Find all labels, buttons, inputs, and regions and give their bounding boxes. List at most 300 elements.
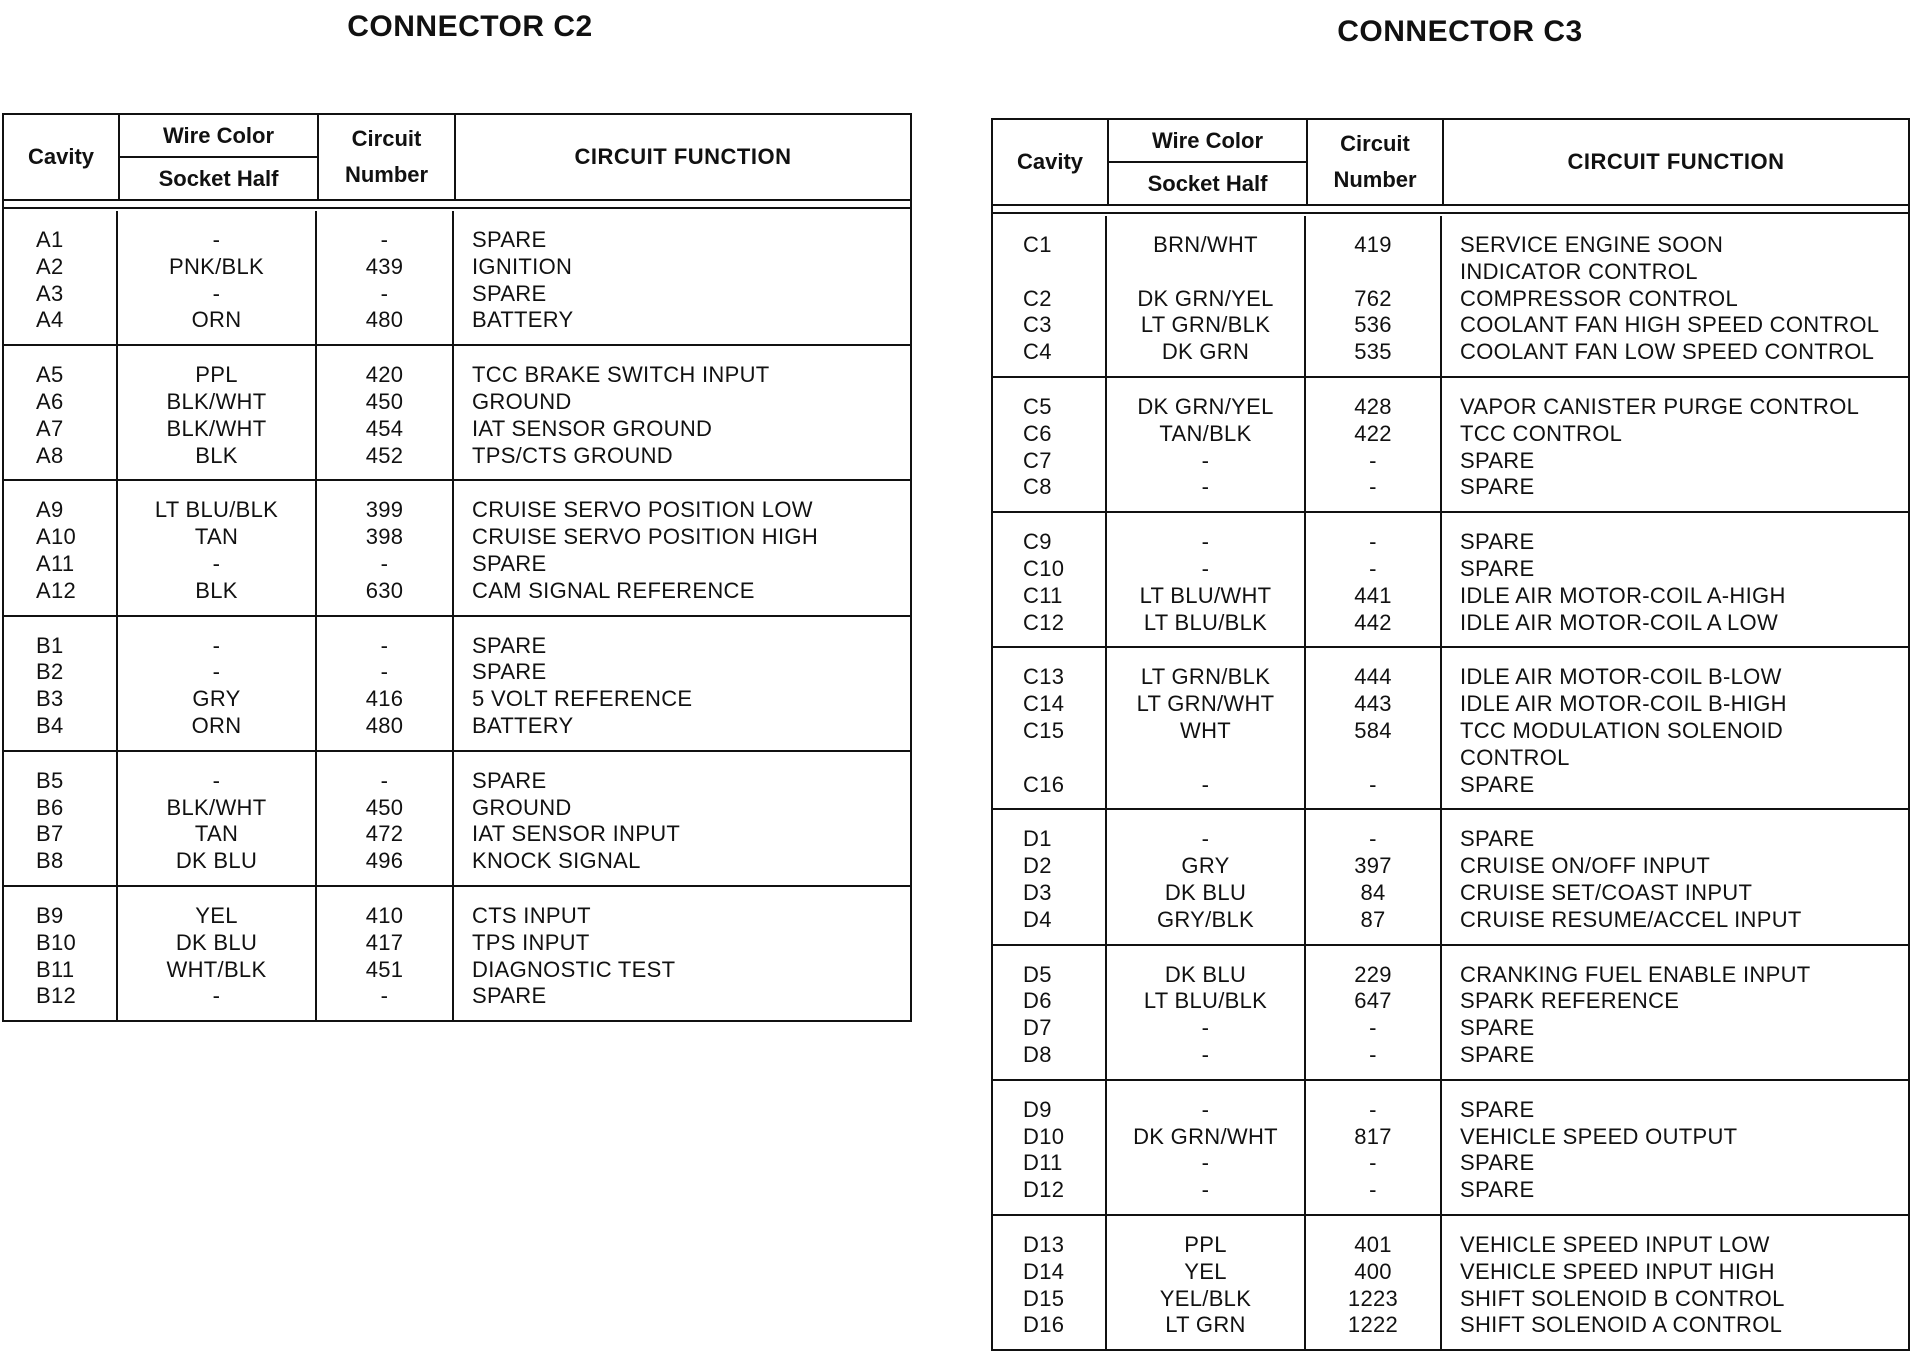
circuit-function-cell: BATTERY — [472, 712, 574, 738]
circuit-function-cell: CAM SIGNAL REFERENCE — [472, 577, 755, 603]
circuit-function-cell: CRANKING FUEL ENABLE INPUT — [1460, 961, 1811, 987]
wire-color-label: Wire Color — [1109, 120, 1306, 163]
circuit-number-header — [319, 115, 456, 199]
wire-color-cell: WHT — [1180, 717, 1231, 743]
row-group — [993, 513, 1908, 648]
socket-half-label: Socket Half — [1147, 170, 1268, 196]
circuit-function-cell: SPARE — [472, 983, 547, 1009]
cavity-cell: A8 — [36, 442, 64, 468]
cavity-cell: D6 — [1023, 988, 1052, 1014]
wire-color-cell: LT GRN/BLK — [1140, 664, 1271, 690]
cavity-cell: D2 — [1023, 853, 1052, 879]
circuit-number-cell: 647 — [1354, 988, 1392, 1014]
circuit-function-cell: COMPRESSOR CONTROL — [1460, 285, 1738, 311]
circuit-number-cell: 443 — [1354, 691, 1392, 717]
circuit-function-cell: IDLE AIR MOTOR-COIL B-LOW — [1460, 664, 1782, 690]
circuit-function-column — [1442, 216, 1908, 376]
cavity-column — [4, 346, 118, 479]
wire-color-cell: LT BLU/BLK — [1143, 988, 1268, 1014]
wire-color-column — [1107, 216, 1306, 376]
wire-color-column — [118, 887, 317, 1020]
row-group — [993, 216, 1908, 378]
circuit-function-cell: SPARE — [472, 227, 547, 252]
circuit-function-cell: SPARE — [472, 280, 547, 306]
wire-color-header — [1109, 120, 1308, 204]
circuit-number-cell: 535 — [1354, 339, 1392, 365]
circuit-number-cell: 422 — [1354, 420, 1392, 446]
cavity-cell: D9 — [1023, 1096, 1052, 1122]
circuit-number-cell: 472 — [365, 821, 404, 847]
row-group — [4, 752, 910, 887]
cavity-cell: B8 — [36, 848, 64, 874]
wire-color-column — [118, 617, 317, 750]
circuit-number-column — [317, 481, 454, 614]
circuit-function-cell: SPARE — [1460, 447, 1535, 473]
row-group — [4, 211, 910, 346]
wire-color-cell: DK BLU — [175, 848, 258, 874]
row-group — [993, 1216, 1908, 1349]
cavity-cell — [1023, 745, 1105, 772]
circuit-number-cell: 451 — [365, 956, 404, 982]
table-body — [993, 216, 1908, 1349]
cavity-cell: D5 — [1023, 961, 1052, 987]
wire-color-column — [1107, 1081, 1306, 1214]
circuit-number-cell: 496 — [365, 848, 404, 874]
wire-color-cell: BRN/WHT — [1153, 232, 1258, 257]
row-group — [993, 378, 1908, 513]
circuit-function-cell: CRUISE RESUME/ACCEL INPUT — [1460, 906, 1802, 932]
cavity-column — [4, 752, 118, 885]
wire-color-cell: GRY — [1181, 853, 1230, 879]
circuit-function-cell: DIAGNOSTIC TEST — [472, 956, 676, 982]
circuit-function-column — [454, 752, 910, 885]
circuit-number-cell: 450 — [365, 388, 404, 414]
wire-color-column — [118, 481, 317, 614]
wire-color-cell: - — [1201, 447, 1210, 473]
row-group — [4, 346, 910, 481]
circuit-function-cell: COOLANT FAN LOW SPEED CONTROL — [1460, 339, 1875, 365]
wire-color-column — [1107, 648, 1306, 808]
circuit-function-cell: SPARE — [1460, 529, 1535, 555]
cavity-cell: A9 — [36, 497, 64, 523]
row-group — [4, 887, 910, 1020]
cavity-column — [993, 946, 1107, 1079]
wire-color-cell: PPL — [195, 362, 238, 388]
circuit-number-cell: 410 — [365, 902, 404, 928]
circuit-number-cell: 480 — [365, 307, 404, 333]
wire-color-column — [1107, 810, 1306, 943]
number-label: Number — [344, 162, 429, 187]
wire-color-cell: BLK — [195, 577, 238, 603]
circuit-number-cell: 399 — [365, 497, 404, 523]
wire-color-cell: - — [1201, 1096, 1210, 1122]
circuit-number-cell: 454 — [365, 415, 404, 441]
circuit-function-column — [1442, 648, 1908, 808]
wire-color-cell: - — [212, 550, 221, 576]
circuit-number-cell: 401 — [1354, 1231, 1392, 1257]
circuit-function-cell: INDICATOR CONTROL — [1460, 258, 1698, 284]
wire-color-cell: BLK/WHT — [166, 415, 267, 441]
cavity-column — [993, 1216, 1107, 1349]
circuit-number-cell: 398 — [365, 524, 404, 550]
table-header — [993, 120, 1908, 206]
cavity-cell: A2 — [36, 253, 64, 279]
wire-color-cell — [1107, 259, 1304, 286]
wire-color-cell: - — [212, 659, 221, 685]
circuit-number-cell: - — [1369, 1177, 1377, 1203]
circuit-number-cell: 444 — [1354, 664, 1392, 690]
circuit-function-cell: SPARK REFERENCE — [1460, 988, 1680, 1014]
wire-color-cell: PPL — [1184, 1231, 1227, 1257]
circuit-number-cell: 762 — [1354, 285, 1392, 311]
number-label: Number — [1333, 167, 1417, 192]
circuit-function-cell: SPARE — [1460, 555, 1535, 581]
circuit-function-cell: SPARE — [1460, 1041, 1535, 1067]
circuit-number-cell: 84 — [1360, 879, 1386, 905]
circuit-number-cell: - — [1369, 529, 1377, 555]
circuit-number-column — [1306, 810, 1442, 943]
wire-color-cell: BLK/WHT — [166, 794, 267, 820]
wire-color-cell: - — [212, 632, 221, 658]
circuit-number-column — [317, 211, 454, 344]
circuit-function-column — [1442, 378, 1908, 511]
wire-color-cell: - — [1201, 1041, 1210, 1067]
circuit-number-cell: 397 — [1354, 853, 1392, 879]
connector-c2-table — [2, 113, 912, 1022]
row-group — [993, 1081, 1908, 1216]
wire-color-cell: DK GRN — [1161, 339, 1250, 365]
wire-color-cell: ORN — [191, 307, 242, 333]
cavity-column — [993, 216, 1107, 376]
cavity-cell: C4 — [1023, 339, 1052, 365]
cavity-cell: D16 — [1023, 1312, 1065, 1338]
circuit-number-cell: - — [1369, 771, 1377, 797]
circuit-function-cell: KNOCK SIGNAL — [472, 848, 641, 874]
wire-color-cell: - — [1201, 826, 1210, 852]
cavity-cell: B7 — [36, 821, 64, 847]
wire-color-cell: TAN/BLK — [1159, 420, 1252, 446]
circuit-number-cell: 452 — [365, 442, 404, 468]
circuit-function-column — [454, 887, 910, 1020]
circuit-function-cell: TCC MODULATION SOLENOID — [1460, 717, 1784, 743]
wire-color-column — [1107, 378, 1306, 511]
cavity-cell: D11 — [1023, 1150, 1063, 1176]
cavity-cell: C1 — [1023, 232, 1052, 257]
wire-color-cell: - — [1201, 771, 1210, 797]
circuit-number-cell: 229 — [1354, 961, 1392, 987]
wire-color-cell: - — [212, 227, 221, 252]
connector-c3-title: CONNECTOR C3 — [1337, 15, 1583, 48]
circuit-number-column — [317, 752, 454, 885]
circuit-function-cell: SERVICE ENGINE SOON — [1460, 232, 1724, 257]
cavity-header: Cavity — [4, 115, 120, 199]
circuit-number-cell: 417 — [365, 929, 404, 955]
circuit-number-cell: - — [1369, 555, 1377, 581]
wire-color-cell: BLK — [195, 442, 238, 468]
circuit-function-cell: SHIFT SOLENOID A CONTROL — [1460, 1312, 1783, 1338]
circuit-number-cell: 480 — [365, 712, 404, 738]
wire-color-cell: - — [1201, 1177, 1210, 1203]
wire-color-cell: - — [1201, 555, 1210, 581]
wire-color-cell: LT GRN/WHT — [1136, 691, 1275, 717]
circuit-number-cell: 419 — [1354, 232, 1392, 257]
circuit-function-cell: SPARE — [1460, 826, 1535, 852]
cavity-cell: A11 — [36, 550, 75, 576]
cavity-cell: A4 — [36, 307, 64, 333]
circuit-function-cell: TCC BRAKE SWITCH INPUT — [472, 362, 770, 388]
cavity-cell: C15 — [1023, 717, 1065, 743]
circuit-function-cell: VEHICLE SPEED INPUT HIGH — [1460, 1258, 1775, 1284]
circuit-number-cell: - — [380, 632, 389, 658]
cavity-cell: D7 — [1023, 1015, 1052, 1041]
cavity-column — [993, 1081, 1107, 1214]
cavity-cell: D8 — [1023, 1041, 1052, 1067]
wire-color-cell: - — [1201, 1015, 1210, 1041]
cavity-cell: D14 — [1023, 1258, 1065, 1284]
wire-color-cell: GRY — [192, 686, 241, 712]
wire-color-cell: - — [212, 280, 221, 306]
circuit-number-column — [1306, 1216, 1442, 1349]
circuit-function-cell: SPARE — [1460, 1150, 1535, 1176]
wire-color-cell: WHT/BLK — [166, 956, 267, 982]
cavity-cell: C14 — [1023, 691, 1065, 717]
circuit-function-cell: TPS/CTS GROUND — [472, 442, 673, 468]
circuit-number-cell: - — [380, 227, 389, 252]
circuit-number-cell: 441 — [1354, 582, 1392, 608]
wire-color-label: Wire Color — [120, 115, 317, 158]
cavity-cell: B10 — [36, 929, 77, 955]
wire-color-cell: GRY/BLK — [1156, 906, 1255, 932]
circuit-number-column — [317, 346, 454, 479]
circuit-function-cell: VEHICLE SPEED OUTPUT — [1460, 1123, 1738, 1149]
wire-color-cell: TAN — [194, 821, 239, 847]
cavity-cell — [1023, 259, 1105, 286]
wire-color-cell: DK BLU — [1164, 879, 1247, 905]
circuit-function-cell: CRUISE ON/OFF INPUT — [1460, 853, 1711, 879]
circuit-function-cell: IDLE AIR MOTOR-COIL B-HIGH — [1460, 691, 1787, 717]
circuit-function-cell: IDLE AIR MOTOR-COIL A-HIGH — [1460, 582, 1786, 608]
cavity-cell: C3 — [1023, 312, 1052, 338]
cavity-cell: C11 — [1023, 582, 1063, 608]
circuit-number-cell: 439 — [365, 253, 404, 279]
row-group — [993, 648, 1908, 810]
cavity-cell: A10 — [36, 524, 77, 550]
cavity-cell: B4 — [36, 712, 64, 738]
circuit-function-cell: SPARE — [1460, 1096, 1535, 1122]
circuit-number-column — [1306, 1081, 1442, 1214]
wire-color-cell: PNK/BLK — [168, 253, 265, 279]
cavity-cell: C8 — [1023, 474, 1052, 500]
cavity-cell: A3 — [36, 280, 64, 306]
circuit-function-cell: CRUISE SERVO POSITION HIGH — [472, 524, 819, 550]
wire-color-cell: ORN — [191, 712, 242, 738]
wire-color-cell: DK GRN/YEL — [1137, 393, 1274, 419]
cavity-column — [4, 481, 118, 614]
circuit-number-cell: 442 — [1354, 609, 1392, 635]
circuit-function-cell: IAT SENSOR INPUT — [472, 821, 681, 847]
cavity-column — [4, 211, 118, 344]
circuit-label: Circuit — [1340, 131, 1410, 156]
circuit-number-cell: 584 — [1354, 717, 1392, 743]
circuit-function-cell: TPS INPUT — [472, 929, 590, 955]
circuit-function-column — [1442, 810, 1908, 943]
cavity-column — [993, 810, 1107, 943]
circuit-function-cell: TCC CONTROL — [1460, 420, 1623, 446]
circuit-number-cell: 1223 — [1347, 1285, 1399, 1311]
circuit-number-cell: - — [1369, 447, 1377, 473]
circuit-number-cell: - — [380, 767, 389, 793]
circuit-function-column — [454, 346, 910, 479]
cavity-cell: D15 — [1023, 1285, 1065, 1311]
cavity-cell: D3 — [1023, 879, 1052, 905]
cavity-cell: C9 — [1023, 529, 1052, 555]
circuit-function-column — [454, 481, 910, 614]
circuit-number-cell: 630 — [365, 577, 404, 603]
circuit-number-cell — [1306, 745, 1440, 772]
wire-color-cell: LT BLU/BLK — [1143, 609, 1268, 635]
wire-color-cell: - — [212, 767, 221, 793]
cavity-cell: B2 — [36, 659, 64, 685]
circuit-number-cell: - — [1369, 474, 1377, 500]
cavity-cell: B6 — [36, 794, 64, 820]
circuit-function-cell: IDLE AIR MOTOR-COIL A LOW — [1460, 609, 1779, 635]
circuit-function-cell: VAPOR CANISTER PURGE CONTROL — [1460, 393, 1860, 419]
cavity-cell: D10 — [1023, 1123, 1065, 1149]
circuit-function-cell: SPARE — [1460, 474, 1535, 500]
wire-color-cell: - — [212, 983, 221, 1009]
cavity-cell: D13 — [1023, 1231, 1065, 1257]
circuit-function-cell: SPARE — [1460, 1015, 1535, 1041]
socket-half-label: Socket Half — [158, 165, 279, 191]
circuit-number-cell: 536 — [1354, 312, 1392, 338]
cavity-cell: D1 — [1023, 826, 1052, 852]
circuit-function-cell: CRUISE SERVO POSITION LOW — [472, 497, 813, 523]
wire-color-cell: BLK/WHT — [166, 388, 267, 414]
circuit-number-cell: - — [1369, 1096, 1377, 1122]
cavity-cell: A12 — [36, 577, 77, 603]
circuit-number-cell: 416 — [365, 686, 404, 712]
circuit-function-cell: VEHICLE SPEED INPUT LOW — [1460, 1231, 1770, 1257]
circuit-function-header: CIRCUIT FUNCTION — [1567, 149, 1785, 174]
wire-color-cell: TAN — [194, 524, 239, 550]
wire-color-cell: DK GRN/WHT — [1133, 1123, 1278, 1149]
circuit-number-cell: 400 — [1354, 1258, 1392, 1284]
table-body — [4, 211, 910, 1020]
circuit-function-column — [1442, 946, 1908, 1079]
wire-color-column — [1107, 513, 1306, 646]
circuit-function-column — [1442, 1216, 1908, 1349]
circuit-function-cell: 5 VOLT REFERENCE — [472, 686, 693, 712]
circuit-number-cell: 87 — [1360, 906, 1386, 932]
cavity-cell: A5 — [36, 362, 64, 388]
circuit-number-column — [1306, 378, 1442, 511]
cavity-cell: C10 — [1023, 555, 1065, 581]
cavity-cell: B3 — [36, 686, 64, 712]
cavity-column — [4, 617, 118, 750]
circuit-number-cell: - — [380, 280, 389, 306]
circuit-function-cell: SPARE — [472, 550, 547, 576]
wire-color-cell: - — [1201, 1150, 1210, 1176]
circuit-function-cell: SPARE — [472, 659, 547, 685]
circuit-function-cell: SPARE — [1460, 771, 1535, 797]
circuit-function-column — [1442, 1081, 1908, 1214]
cavity-column — [993, 648, 1107, 808]
circuit-number-cell: - — [1369, 1150, 1377, 1176]
cavity-cell: B1 — [36, 632, 64, 658]
cavity-cell: C16 — [1023, 771, 1065, 797]
connector-c3-table — [991, 118, 1910, 1351]
cavity-cell: B12 — [36, 983, 77, 1009]
wire-color-column — [118, 752, 317, 885]
wire-color-cell: YEL — [1184, 1258, 1227, 1284]
circuit-function-cell: GROUND — [472, 388, 572, 414]
wire-color-column — [1107, 1216, 1306, 1349]
cavity-cell: B5 — [36, 767, 64, 793]
cavity-cell: C13 — [1023, 664, 1065, 690]
circuit-function-cell: BATTERY — [472, 307, 574, 333]
wire-color-column — [118, 211, 317, 344]
wire-color-cell: LT GRN — [1165, 1312, 1246, 1338]
circuit-number-cell — [1306, 259, 1440, 286]
circuit-function-cell: IGNITION — [472, 253, 573, 279]
wire-color-cell: - — [1201, 474, 1210, 500]
circuit-number-cell: - — [1369, 826, 1377, 852]
circuit-function-column — [1442, 513, 1908, 646]
wire-color-cell — [1107, 745, 1304, 772]
circuit-number-cell: - — [1369, 1041, 1377, 1067]
circuit-function-cell: CTS INPUT — [472, 902, 591, 928]
circuit-number-cell: 420 — [365, 362, 404, 388]
circuit-number-cell: 428 — [1354, 393, 1392, 419]
circuit-number-cell: - — [380, 550, 389, 576]
circuit-number-cell: 1222 — [1347, 1312, 1399, 1338]
cavity-cell: A1 — [36, 227, 64, 252]
circuit-function-cell: SPARE — [472, 767, 547, 793]
circuit-function-cell: SHIFT SOLENOID B CONTROL — [1460, 1285, 1785, 1311]
wire-color-cell: DK BLU — [175, 929, 258, 955]
cavity-column — [993, 513, 1107, 646]
circuit-function-column — [454, 617, 910, 750]
circuit-number-cell: 817 — [1354, 1123, 1392, 1149]
cavity-cell: D12 — [1023, 1177, 1065, 1203]
circuit-number-cell: - — [380, 983, 389, 1009]
circuit-function-cell: CRUISE SET/COAST INPUT — [1460, 879, 1753, 905]
circuit-number-cell: - — [380, 659, 389, 685]
wire-color-cell: DK BLU — [1164, 961, 1247, 987]
connector-c2-title: CONNECTOR C2 — [347, 10, 593, 43]
cavity-cell: C6 — [1023, 420, 1052, 446]
circuit-number-column — [1306, 946, 1442, 1079]
circuit-function-cell: CONTROL — [1460, 744, 1570, 770]
wire-color-cell: LT BLU/BLK — [154, 497, 279, 523]
circuit-function-header: CIRCUIT FUNCTION — [574, 144, 792, 169]
wire-color-cell: LT BLU/WHT — [1139, 582, 1272, 608]
cavity-cell: C7 — [1023, 447, 1052, 473]
wire-color-cell: YEL/BLK — [1159, 1285, 1252, 1311]
circuit-function-cell: SPARE — [1460, 1177, 1535, 1203]
cavity-header: Cavity — [993, 120, 1109, 204]
circuit-number-column — [1306, 216, 1442, 376]
circuit-number-column — [1306, 513, 1442, 646]
row-group — [993, 946, 1908, 1081]
circuit-number-column — [317, 887, 454, 1020]
cavity-cell: A7 — [36, 415, 64, 441]
cavity-cell: D4 — [1023, 906, 1052, 932]
row-group — [4, 481, 910, 616]
cavity-column — [993, 378, 1107, 511]
circuit-number-column — [317, 617, 454, 750]
circuit-label: Circuit — [351, 126, 422, 151]
